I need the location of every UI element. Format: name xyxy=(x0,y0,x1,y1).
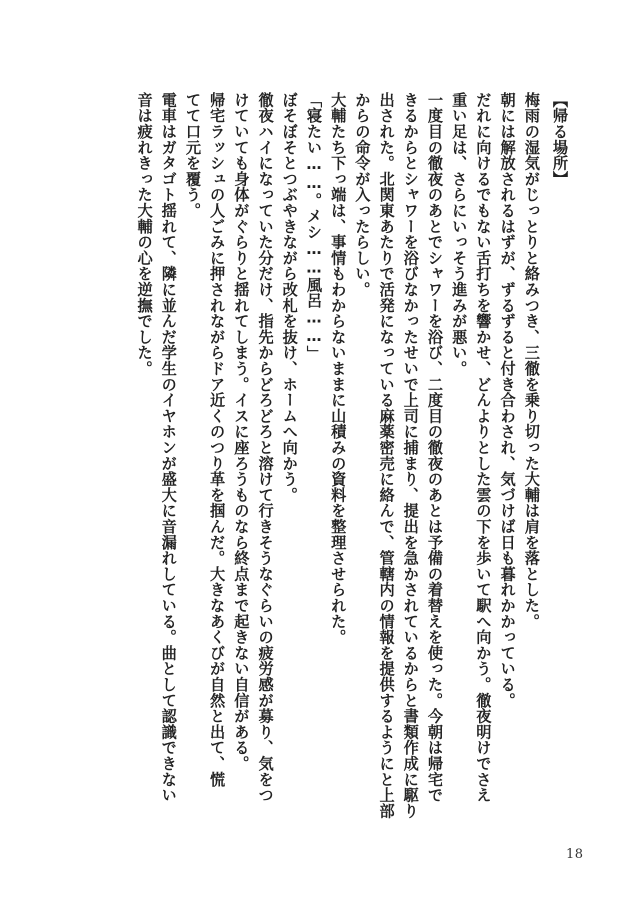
text-line: 一度目の徹夜のあとでシャワーを浴び、二度目の徹夜のあとは予備の着替えを使った。今朝は帰宅で xyxy=(425,92,444,803)
text-line: 電車はガタゴト揺れて、隣に並んだ学生のイヤホンが盛大に音漏れしている。曲として認識できない xyxy=(159,92,178,803)
text-line: ぼそぼそとつぶやきながら改札を抜け、ホームへ向かう。 xyxy=(280,92,299,503)
text-line: からの命令が入ったらしい。 xyxy=(353,92,372,298)
text-line: 梅雨の湿気がじっとりと絡みつき、三徹を乗り切った大輔は肩を落とした。 xyxy=(522,92,541,630)
text-line: だれに向けるでもない舌打ちを響かせ、どんよりとした雲の下を歩いて駅へ向かう。徹夜明けでさえ xyxy=(474,92,493,803)
text-line: 音は疲れきった大輔の心を逆撫でした。 xyxy=(135,92,154,377)
text-line: てて口元を覆う。 xyxy=(183,92,202,219)
text-line: けていても身体がぐらりと揺れてしまう。イスに座ろうものなら終点まで起きない自信がある。 xyxy=(232,92,251,772)
section-heading: 【帰る場所】 xyxy=(551,92,569,187)
vertical-text-block xyxy=(132,92,572,819)
text-line: 朝には解放されるはずが、ずるずると付き合わされ、気づけば日も暮れかかっている。 xyxy=(498,92,517,709)
text-line: 大輔たち下っ端は、事情もわからないままに山積みの資料を整理させられた。 xyxy=(329,92,348,645)
text-line: 重い足は、さらにいっそう進みが悪い。 xyxy=(450,92,469,377)
text-line: 出された。北関東あたりで活発になっている麻薬密売に絡んで、管轄内の情報を提供するようにと上部 xyxy=(377,92,396,819)
text-line: 徹夜ハイになっていた分だけ、指先からどろどろと溶けて行きそうなぐらいの疲労感が募り、気をつ xyxy=(256,92,275,803)
page-number: 18 xyxy=(566,847,584,862)
text-line: 「寝たい……。メシ……風呂……」 xyxy=(304,92,323,362)
text-line: 帰宅ラッシュの人ごみに押されながらドア近くのつり革を掴んだ。大きなあくびが自然と出て、慌 xyxy=(208,92,227,788)
text-line: きるからとシャワーを浴びなかったせいで上司に捕まり、提出を急かされているからと書類作成に駆り xyxy=(401,92,420,819)
